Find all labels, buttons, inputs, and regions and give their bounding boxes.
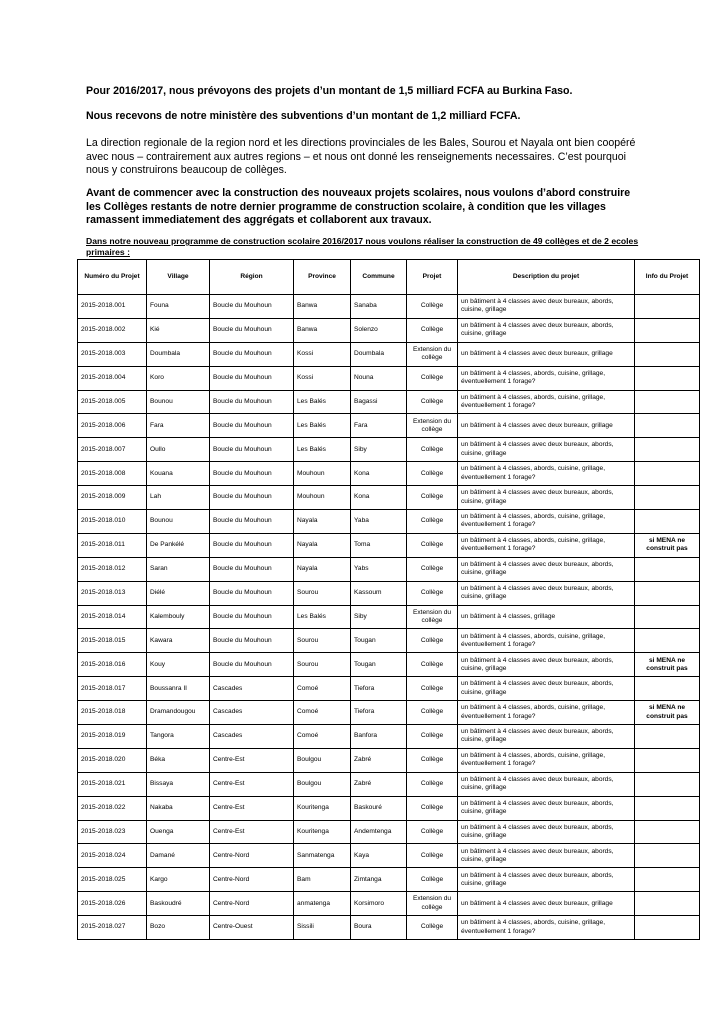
project-info-cell: si MENA ne construit pas (635, 653, 700, 677)
table-row (78, 820, 700, 844)
commune-cell: Tougan (351, 629, 407, 653)
table-row (78, 557, 700, 581)
table-row (78, 725, 700, 749)
project-number-cell: 2015-2018.003 (78, 342, 147, 366)
column-header: Numéro du Projet (78, 260, 147, 295)
project-info-cell (635, 677, 700, 701)
project-number-cell: 2015-2018.024 (78, 844, 147, 868)
province-cell: Comoé (294, 725, 351, 749)
project-type-cell: Collège (407, 557, 458, 581)
project-info-cell: si MENA ne construit pas (635, 701, 700, 725)
column-header: Info du Projet (635, 260, 700, 295)
commune-cell: Yabs (351, 557, 407, 581)
region-cell: Centre-Est (210, 820, 294, 844)
commune-cell: Doumbala (351, 342, 407, 366)
project-info-cell (635, 390, 700, 414)
region-cell: Cascades (210, 725, 294, 749)
project-info-cell (635, 748, 700, 772)
region-cell: Boucle du Mouhoun (210, 462, 294, 486)
commune-cell: Tiefora (351, 677, 407, 701)
village-cell: Founa (147, 295, 210, 319)
table-row (78, 892, 700, 916)
province-cell: Les Balés (294, 605, 351, 629)
description-cell: un bâtiment à 4 classes, abords, cuisine, grillage, éventuellement 1 forage? (458, 366, 635, 390)
project-number-cell: 2015-2018.027 (78, 916, 147, 940)
projects-table (77, 259, 700, 940)
region-cell: Centre-Est (210, 796, 294, 820)
project-type-cell: Collège (407, 653, 458, 677)
table-row (78, 653, 700, 677)
table-row (78, 366, 700, 390)
province-cell: Nayala (294, 510, 351, 534)
table-row (78, 772, 700, 796)
village-cell: Bissaya (147, 772, 210, 796)
description-cell: un bâtiment à 4 classes, abords, cuisine, grillage, éventuellement 1 forage? (458, 629, 635, 653)
commune-cell: Tiefora (351, 701, 407, 725)
commune-cell: Kaya (351, 844, 407, 868)
project-type-cell: Collège (407, 366, 458, 390)
region-cell: Centre-Nord (210, 892, 294, 916)
village-cell: Doumbala (147, 342, 210, 366)
table-row (78, 629, 700, 653)
village-cell: De Pankélé (147, 533, 210, 557)
project-type-cell: Collège (407, 295, 458, 319)
description-cell: un bâtiment à 4 classes avec deux bureaux, abords, cuisine, grillage (458, 295, 635, 319)
intro-paragraph-regions: La direction regionale de la region nord et les directions provinciales de les Bales, Sourou et Nayala ont bien coopéré avec nous – contrairement aux autres regions – et nous ont donné les renseignements necessaires. C’est pourquoi nous y construirons beaucoup de collèges. (86, 137, 636, 176)
project-type-cell: Collège (407, 533, 458, 557)
commune-cell: Zimtanga (351, 868, 407, 892)
project-number-cell: 2015-2018.007 (78, 438, 147, 462)
project-number-cell: 2015-2018.026 (78, 892, 147, 916)
project-info-cell (635, 605, 700, 629)
project-type-cell: Collège (407, 844, 458, 868)
project-type-cell: Collège (407, 916, 458, 940)
project-info-cell (635, 438, 700, 462)
project-type-cell: Extension du collège (407, 342, 458, 366)
description-cell: un bâtiment à 4 classes avec deux bureaux, abords, cuisine, grillage (458, 844, 635, 868)
region-cell: Boucle du Mouhoun (210, 295, 294, 319)
commune-cell: Siby (351, 438, 407, 462)
project-info-cell (635, 581, 700, 605)
region-cell: Boucle du Mouhoun (210, 653, 294, 677)
table-header-row (78, 260, 700, 295)
province-cell: Comoé (294, 701, 351, 725)
province-cell: anmatenga (294, 892, 351, 916)
project-info-cell: si MENA ne construit pas (635, 533, 700, 557)
column-header: Description du projet (458, 260, 635, 295)
project-number-cell: 2015-2018.020 (78, 748, 147, 772)
province-cell: Banwa (294, 318, 351, 342)
region-cell: Boucle du Mouhoun (210, 366, 294, 390)
province-cell: Kouritenga (294, 796, 351, 820)
region-cell: Boucle du Mouhoun (210, 510, 294, 534)
project-info-cell (635, 295, 700, 319)
province-cell: Les Balés (294, 414, 351, 438)
province-cell: Banwa (294, 295, 351, 319)
project-info-cell (635, 629, 700, 653)
project-number-cell: 2015-2018.005 (78, 390, 147, 414)
project-type-cell: Collège (407, 438, 458, 462)
commune-cell: Bagassi (351, 390, 407, 414)
description-cell: un bâtiment à 4 classes avec deux bureaux, abords, cuisine, grillage (458, 486, 635, 510)
project-info-cell (635, 868, 700, 892)
commune-cell: Boura (351, 916, 407, 940)
project-number-cell: 2015-2018.013 (78, 581, 147, 605)
description-cell: un bâtiment à 4 classes, abords, cuisine, grillage, éventuellement 1 forage? (458, 510, 635, 534)
village-cell: Dramandougou (147, 701, 210, 725)
village-cell: Damané (147, 844, 210, 868)
province-cell: Mouhoun (294, 486, 351, 510)
province-cell: Kossi (294, 366, 351, 390)
table-row (78, 390, 700, 414)
province-cell: Sourou (294, 629, 351, 653)
project-type-cell: Extension du collège (407, 892, 458, 916)
description-cell: un bâtiment à 4 classes avec deux bureaux, grillage (458, 342, 635, 366)
village-cell: Ouenga (147, 820, 210, 844)
intro-paragraph-budget: Pour 2016/2017, nous prévoyons des projets d’un montant de 1,5 milliard FCFA au Burkina Faso. (86, 85, 573, 97)
description-cell: un bâtiment à 4 classes avec deux bureaux, abords, cuisine, grillage (458, 318, 635, 342)
project-number-cell: 2015-2018.008 (78, 462, 147, 486)
description-cell: un bâtiment à 4 classes avec deux bureaux, abords, cuisine, grillage (458, 653, 635, 677)
project-info-cell (635, 916, 700, 940)
intro-paragraph-priorities: Avant de commencer avec la construction des nouveaux projets scolaires, nous voulons d’abord construire les Collèges restants de notre dernier programme de construction scolaire, à condition que les villages ramassent immediatement des aggrégats et collaborent aux travaux. (86, 187, 631, 226)
project-type-cell: Collège (407, 462, 458, 486)
project-info-cell (635, 892, 700, 916)
commune-cell: Andemtenga (351, 820, 407, 844)
description-cell: un bâtiment à 4 classes, abords, cuisine, grillage, éventuellement 1 forage? (458, 462, 635, 486)
project-type-cell: Collège (407, 748, 458, 772)
commune-cell: Yaba (351, 510, 407, 534)
project-type-cell: Collège (407, 796, 458, 820)
description-cell: un bâtiment à 4 classes, abords, cuisine, grillage, éventuellement 1 forage? (458, 533, 635, 557)
column-header: Province (294, 260, 351, 295)
region-cell: Centre-Est (210, 772, 294, 796)
description-cell: un bâtiment à 4 classes avec deux bureaux, grillage (458, 892, 635, 916)
project-info-cell (635, 844, 700, 868)
table-row (78, 677, 700, 701)
project-type-cell: Collège (407, 581, 458, 605)
intro-paragraph-subsidy: Nous recevons de notre ministère des subventions d’un montant de 1,2 milliard FCFA. (86, 110, 521, 122)
project-info-cell (635, 414, 700, 438)
village-cell: Béka (147, 748, 210, 772)
region-cell: Boucle du Mouhoun (210, 390, 294, 414)
village-cell: Fara (147, 414, 210, 438)
commune-cell: Sanaba (351, 295, 407, 319)
description-cell: un bâtiment à 4 classes avec deux bureaux, grillage (458, 414, 635, 438)
commune-cell: Zabré (351, 772, 407, 796)
village-cell: Kalembouly (147, 605, 210, 629)
province-cell: Comoé (294, 677, 351, 701)
project-number-cell: 2015-2018.017 (78, 677, 147, 701)
project-type-cell: Collège (407, 677, 458, 701)
project-info-cell (635, 486, 700, 510)
village-cell: Boussanra II (147, 677, 210, 701)
project-info-cell (635, 366, 700, 390)
village-cell: Kouy (147, 653, 210, 677)
table-row (78, 486, 700, 510)
project-type-cell: Extension du collège (407, 605, 458, 629)
column-header: Projet (407, 260, 458, 295)
project-info-cell (635, 318, 700, 342)
commune-cell: Baskouré (351, 796, 407, 820)
column-header: Commune (351, 260, 407, 295)
project-info-cell (635, 342, 700, 366)
table-row (78, 318, 700, 342)
region-cell: Boucle du Mouhoun (210, 629, 294, 653)
commune-cell: Kona (351, 462, 407, 486)
table-row (78, 605, 700, 629)
table-row (78, 438, 700, 462)
province-cell: Mouhoun (294, 462, 351, 486)
commune-cell: Kassoum (351, 581, 407, 605)
table-row (78, 414, 700, 438)
project-number-cell: 2015-2018.014 (78, 605, 147, 629)
region-cell: Boucle du Mouhoun (210, 318, 294, 342)
project-number-cell: 2015-2018.009 (78, 486, 147, 510)
region-cell: Boucle du Mouhoun (210, 342, 294, 366)
description-cell: un bâtiment à 4 classes avec deux bureaux, abords, cuisine, grillage (458, 868, 635, 892)
region-cell: Centre-Nord (210, 844, 294, 868)
description-cell: un bâtiment à 4 classes avec deux bureaux, abords, cuisine, grillage (458, 820, 635, 844)
table-row (78, 701, 700, 725)
commune-cell: Korsimoro (351, 892, 407, 916)
project-number-cell: 2015-2018.006 (78, 414, 147, 438)
table-row (78, 868, 700, 892)
table-row (78, 581, 700, 605)
project-number-cell: 2015-2018.010 (78, 510, 147, 534)
project-type-cell: Collège (407, 725, 458, 749)
province-cell: Sissili (294, 916, 351, 940)
table-row (78, 916, 700, 940)
region-cell: Centre-Nord (210, 868, 294, 892)
table-row (78, 533, 700, 557)
project-type-cell: Collège (407, 868, 458, 892)
project-number-cell: 2015-2018.016 (78, 653, 147, 677)
region-cell: Centre-Ouest (210, 916, 294, 940)
region-cell: Cascades (210, 701, 294, 725)
project-number-cell: 2015-2018.012 (78, 557, 147, 581)
region-cell: Boucle du Mouhoun (210, 581, 294, 605)
project-number-cell: 2015-2018.001 (78, 295, 147, 319)
village-cell: Bounou (147, 390, 210, 414)
region-cell: Centre-Est (210, 748, 294, 772)
province-cell: Sourou (294, 653, 351, 677)
province-cell: Nayala (294, 533, 351, 557)
region-cell: Boucle du Mouhoun (210, 414, 294, 438)
table-row (78, 510, 700, 534)
province-cell: Les Balés (294, 438, 351, 462)
commune-cell: Solenzo (351, 318, 407, 342)
description-cell: un bâtiment à 4 classes avec deux bureaux, abords, cuisine, grillage (458, 772, 635, 796)
region-cell: Cascades (210, 677, 294, 701)
project-number-cell: 2015-2018.011 (78, 533, 147, 557)
region-cell: Boucle du Mouhoun (210, 438, 294, 462)
table-row (78, 462, 700, 486)
table-caption: Dans notre nouveau programme de construction scolaire 2016/2017 nous voulons réaliser la construction de 49 collèges et de 2 ecoles primaires : (86, 236, 639, 257)
village-cell: Kié (147, 318, 210, 342)
project-type-cell: Collège (407, 820, 458, 844)
province-cell: Boulgou (294, 748, 351, 772)
village-cell: Nakaba (147, 796, 210, 820)
table-body (78, 295, 700, 940)
description-cell: un bâtiment à 4 classes, abords, cuisine, grillage, éventuellement 1 forage? (458, 390, 635, 414)
table-row (78, 844, 700, 868)
project-number-cell: 2015-2018.002 (78, 318, 147, 342)
village-cell: Oullo (147, 438, 210, 462)
village-cell: Saran (147, 557, 210, 581)
village-cell: Bounou (147, 510, 210, 534)
commune-cell: Kona (351, 486, 407, 510)
project-type-cell: Extension du collège (407, 414, 458, 438)
project-number-cell: 2015-2018.015 (78, 629, 147, 653)
village-cell: Diélé (147, 581, 210, 605)
village-cell: Kawara (147, 629, 210, 653)
project-type-cell: Collège (407, 701, 458, 725)
project-number-cell: 2015-2018.018 (78, 701, 147, 725)
project-type-cell: Collège (407, 486, 458, 510)
project-info-cell (635, 462, 700, 486)
project-type-cell: Collège (407, 629, 458, 653)
project-info-cell (635, 557, 700, 581)
village-cell: Koro (147, 366, 210, 390)
project-info-cell (635, 725, 700, 749)
project-type-cell: Collège (407, 510, 458, 534)
project-number-cell: 2015-2018.022 (78, 796, 147, 820)
column-header: Région (210, 260, 294, 295)
project-type-cell: Collège (407, 318, 458, 342)
table-row (78, 748, 700, 772)
commune-cell: Tougan (351, 653, 407, 677)
region-cell: Boucle du Mouhoun (210, 533, 294, 557)
village-cell: Baskoudré (147, 892, 210, 916)
province-cell: Kossi (294, 342, 351, 366)
village-cell: Bozo (147, 916, 210, 940)
project-info-cell (635, 510, 700, 534)
description-cell: un bâtiment à 4 classes avec deux bureaux, abords, cuisine, grillage (458, 796, 635, 820)
project-number-cell: 2015-2018.025 (78, 868, 147, 892)
project-info-cell (635, 796, 700, 820)
table-row (78, 796, 700, 820)
project-number-cell: 2015-2018.019 (78, 725, 147, 749)
province-cell: Les Balés (294, 390, 351, 414)
province-cell: Boulgou (294, 772, 351, 796)
description-cell: un bâtiment à 4 classes avec deux bureaux, abords, cuisine, grillage (458, 557, 635, 581)
commune-cell: Toma (351, 533, 407, 557)
description-cell: un bâtiment à 4 classes, grillage (458, 605, 635, 629)
village-cell: Kargo (147, 868, 210, 892)
table-row (78, 295, 700, 319)
commune-cell: Banfora (351, 725, 407, 749)
province-cell: Sanmatenga (294, 844, 351, 868)
description-cell: un bâtiment à 4 classes, abords, cuisine, grillage, éventuellement 1 forage? (458, 916, 635, 940)
commune-cell: Fara (351, 414, 407, 438)
province-cell: Kouritenga (294, 820, 351, 844)
commune-cell: Zabré (351, 748, 407, 772)
project-type-cell: Collège (407, 390, 458, 414)
description-cell: un bâtiment à 4 classes avec deux bureaux, abords, cuisine, grillage (458, 677, 635, 701)
project-info-cell (635, 772, 700, 796)
description-cell: un bâtiment à 4 classes avec deux bureaux, abords, cuisine, grillage (458, 581, 635, 605)
village-cell: Tangora (147, 725, 210, 749)
description-cell: un bâtiment à 4 classes, abords, cuisine, grillage, éventuellement 1 forage? (458, 748, 635, 772)
province-cell: Sourou (294, 581, 351, 605)
project-number-cell: 2015-2018.023 (78, 820, 147, 844)
commune-cell: Nouna (351, 366, 407, 390)
description-cell: un bâtiment à 4 classes, abords, cuisine, grillage, éventuellement 1 forage? (458, 701, 635, 725)
column-header: Village (147, 260, 210, 295)
village-cell: Lah (147, 486, 210, 510)
description-cell: un bâtiment à 4 classes avec deux bureaux, abords, cuisine, grillage (458, 438, 635, 462)
province-cell: Bam (294, 868, 351, 892)
table-row (78, 342, 700, 366)
project-info-cell (635, 820, 700, 844)
village-cell: Kouana (147, 462, 210, 486)
region-cell: Boucle du Mouhoun (210, 605, 294, 629)
region-cell: Boucle du Mouhoun (210, 557, 294, 581)
commune-cell: Siby (351, 605, 407, 629)
project-number-cell: 2015-2018.004 (78, 366, 147, 390)
project-type-cell: Collège (407, 772, 458, 796)
province-cell: Nayala (294, 557, 351, 581)
project-number-cell: 2015-2018.021 (78, 772, 147, 796)
region-cell: Boucle du Mouhoun (210, 486, 294, 510)
description-cell: un bâtiment à 4 classes avec deux bureaux, abords, cuisine, grillage (458, 725, 635, 749)
